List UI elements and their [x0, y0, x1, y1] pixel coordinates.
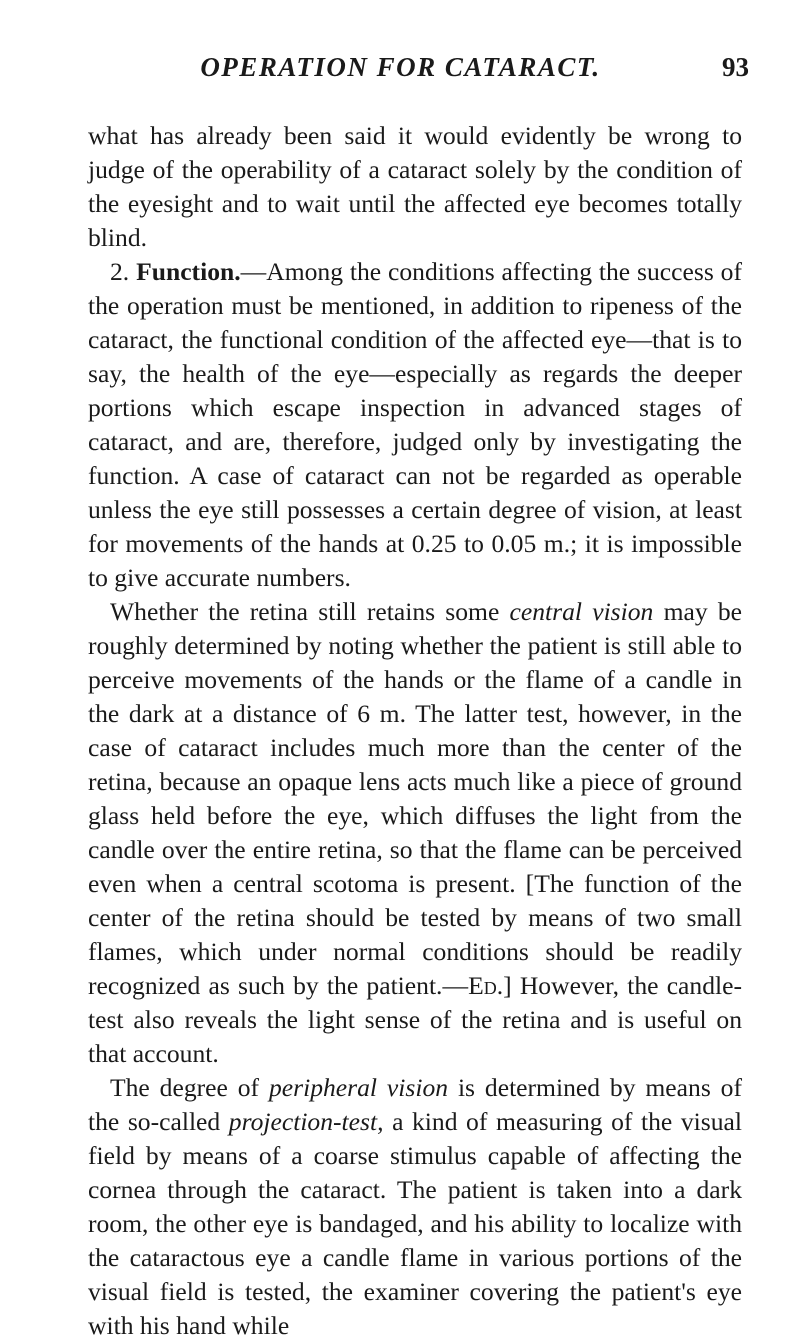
paragraph-peripheral-vision: [88, 1071, 742, 1343]
editor-note-mark: Ed.: [468, 971, 504, 1000]
text-segment: The degree of: [110, 1073, 269, 1102]
running-title: OPERATION FOR CATARACT.: [200, 52, 601, 82]
paragraph-function-text: —Among the conditions affecting the success of the operation must be mentioned, in addition to ripeness of the cataract, the functional condition of the affected eye—that is to say, the health of the eye—especially as regards the deeper portions which escape inspection in advanced stages of cataract, and are, therefore, judged only by investigating the function. A case of cataract can not be regarded as operable unless the eye still possesses a certain degree of vision, at least for movements of the hands at 0.25 to 0.05 m.; it is impossible to give accurate numbers.: [88, 257, 742, 592]
text-segment: a kind of measuring of the visual field by means of a coarse stimulus capable of affecting the cornea through the cataract. The patient is taken into a dark room, the other eye is bandaged, and his ability to localize with the cataractous eye a candle flame in various portions of the visual field is tested, the examiner covering the patient's eye with his hand while: [88, 1107, 742, 1340]
text-segment: ] However, the candle-test also reveals the light sense of the retina and is useful on that account.: [88, 971, 742, 1068]
text-segment: is determined by means of the so-called: [88, 1073, 742, 1136]
emphasis-central-vision: central vision: [509, 597, 654, 626]
run-in-heading-function: Function.: [136, 257, 241, 286]
text-segment: Whether the retina still retains some: [110, 597, 510, 626]
emphasis-peripheral-vision: peripheral vision: [268, 1073, 449, 1102]
section-number: 2.: [110, 257, 130, 286]
page-number: 93: [722, 52, 749, 82]
body-text: [88, 119, 742, 1343]
emphasis-projection-test: projection-test,: [228, 1107, 384, 1136]
paragraph-function: [88, 255, 742, 595]
text-segment: may be roughly determined by noting whether the patient is still able to perceive movements of the hands or the flame of a candle in the dark at a distance of 6 m. The latter test, however, in the case of cataract includes much more than the center of the retina, because an opaque lens acts much like a piece of ground glass held before the eye, which diffuses the light from the candle over the entire retina, so that the flame can be perceived even when a central scotoma is present. [The function of the center of the retina should be tested by means of two small flames, which under normal conditions should be readily recognized as such by the patient.—: [88, 597, 742, 1000]
running-head: [0, 52, 801, 92]
paragraph-central-vision: [88, 595, 742, 1071]
paragraph-continued: what has already been said it would evidently be wrong to judge of the operability of a cataract solely by the condition of the eyesight and to wait until the affected eye becomes totally blind.: [88, 121, 742, 252]
